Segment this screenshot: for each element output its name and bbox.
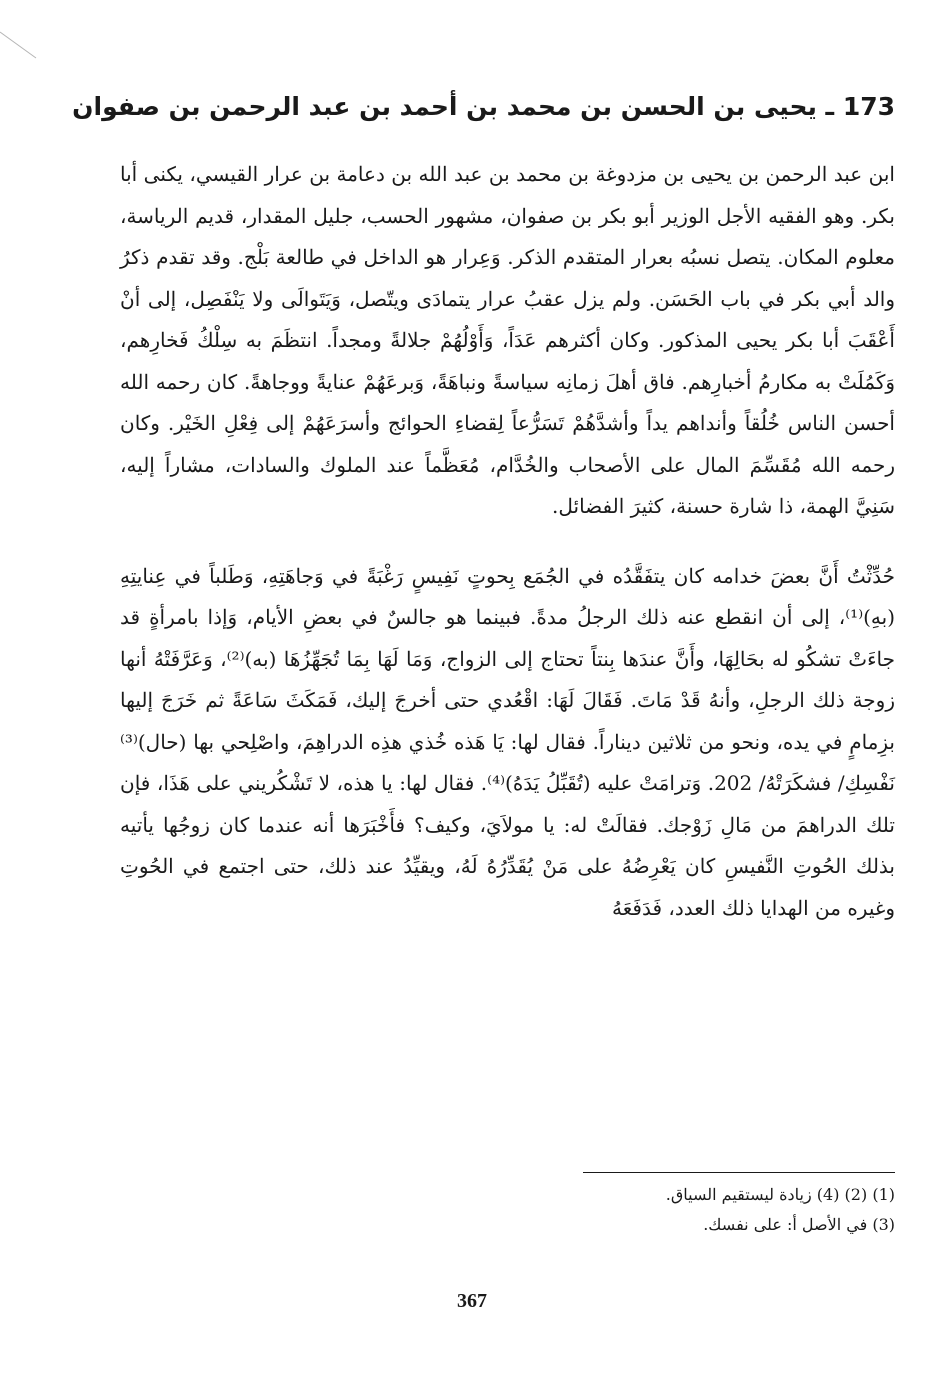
entry-title: 173 ـ يحيى بن الحسن بن محمد بن أحمد بن عبد الرحمن بن صفوان <box>72 92 895 121</box>
biography-paragraph: ابن عبد الرحمن بن يحيى بن مزدوغة بن محمد بن عبد الله بن دعامة بن عرار القيسي، يكنى أبا بكر. وهو الفقيه الأجل الوزير أبو بكر بن صفوان، مشهور الحسب، جليل المقدار، قديم الرياسة، معلوم المكان. يتصل نسبُه بعرار المتقدم الذكر. وَعِرار هو الداخل في طالعة بَلْج. وقد تقدم ذكرُ والد أبي بكر في باب الحَسَن. ولم يزل عقبُ عرار يتمادَى ويتّصل، وَيَتَوالَى ولا يَنْفَصِل، إلى أنْ أَعْقَبَ أبا بكر يحيى المذكور. وكان أكثرهم عَدَاً، وَأَوْلُهُمْ جلالةً ومجداً. انتظَمَ به سِلْكُ فَخارِهم، وَكَمُلَتْ به مكارمُ أخبارِهم. فاق أهلَ زمانِه سياسةً ونباهَةً، وَبرعَهُمْ عنايةً ووجاهةً. كان رحمه الله أحسن الناس خُلُقاً وأنداهم يداً وأشدَّهُمْ تَسَرُّعاً لِقضاءِ الحوائج وأسرَعَهُمْ إلى فِعْلِ الخَيْر. وكان رحمه الله مُقَسِّمَ المال على الأصحاب والخُدَّام، مُعَظَّماً عند الملوك والسادات، مشاراً إليه، سَنِيَّ الهمة، ذا شارة حسنة، كثيرَ الفضائل. <box>120 162 895 518</box>
page-body <box>72 88 895 929</box>
page-number: 367 <box>457 1290 487 1312</box>
footnote-3: (3) في الأصل أ: على نفسك. <box>703 1215 895 1234</box>
footnote-separator <box>583 1172 895 1173</box>
anecdote-paragraph: حُدِّثْتُ أَنَّ بعضَ خدامه كان يتفَقَّدُه في الجُمَع بِحوتٍ نَفِيسٍ رَغْبَةً في وَجاهَتِهِ، وَطَلباً في عِنايتِهِ (بهِ)⁽¹⁾، إلى أن انقطع عنه ذلك الرجلُ مدةً. فبينما هو جالسٌ في بعضِ الأيام، وَإذا بامرأةٍ قد جاءَتْ تشكُو له بحَالِهَا، وأَنَّ عندَها بِنتاً تحتاج إلى الزواج، وَمَا لَهَا بِمَا تُجَهِّزُهَا (به)⁽²⁾، وَعَرَّفَتْهُ أنها زوجة ذلك الرجلِ، وأنهُ قَدْ مَاتَ. فَقَالَ لَهَا: اقْعُدي حتى أخرجَ إليك، فَمَكَثَ سَاعَةً ثم خَرَجَ إليها بزِمامٍ في يده، ونحو من ثلاثين ديناراً. فقال لها: يَا هَذه خُذي هذِه الدراهِمَ، واصْلِحي بها (حال)⁽³⁾ نَفْسِكِ/ فشكَرَتْهُ/ 202. وَترامَتْ عليه (تُقَبِّلُ يَدَهُ)⁽⁴⁾. فقال لها: يا هذه، لا تَشْكُريني على هَذَا، فإن تلك الدراهمَ من مَالِ زَوْجك. فقالَتْ له: يا مولاَيَ، وكيف؟ فأَخْبَرَها أنه عندما كان زوجُها يأتيه بذلك الحُوتِ النَّفيسِ كان يَعْرِضُهُ على مَنْ يُقَدِّرُهُ لَهُ، ويقيِّدُ عند ذلك، حتى اجتمع في الحُوتِ وغيره من الهدايا ذلك العدد، فَدَفَعَهُ <box>120 563 895 920</box>
footnotes <box>295 1180 895 1240</box>
footnote-1: (1) (2) (4) زيادة ليستقيم السياق. <box>665 1185 895 1204</box>
scan-edge-line <box>0 0 60 60</box>
